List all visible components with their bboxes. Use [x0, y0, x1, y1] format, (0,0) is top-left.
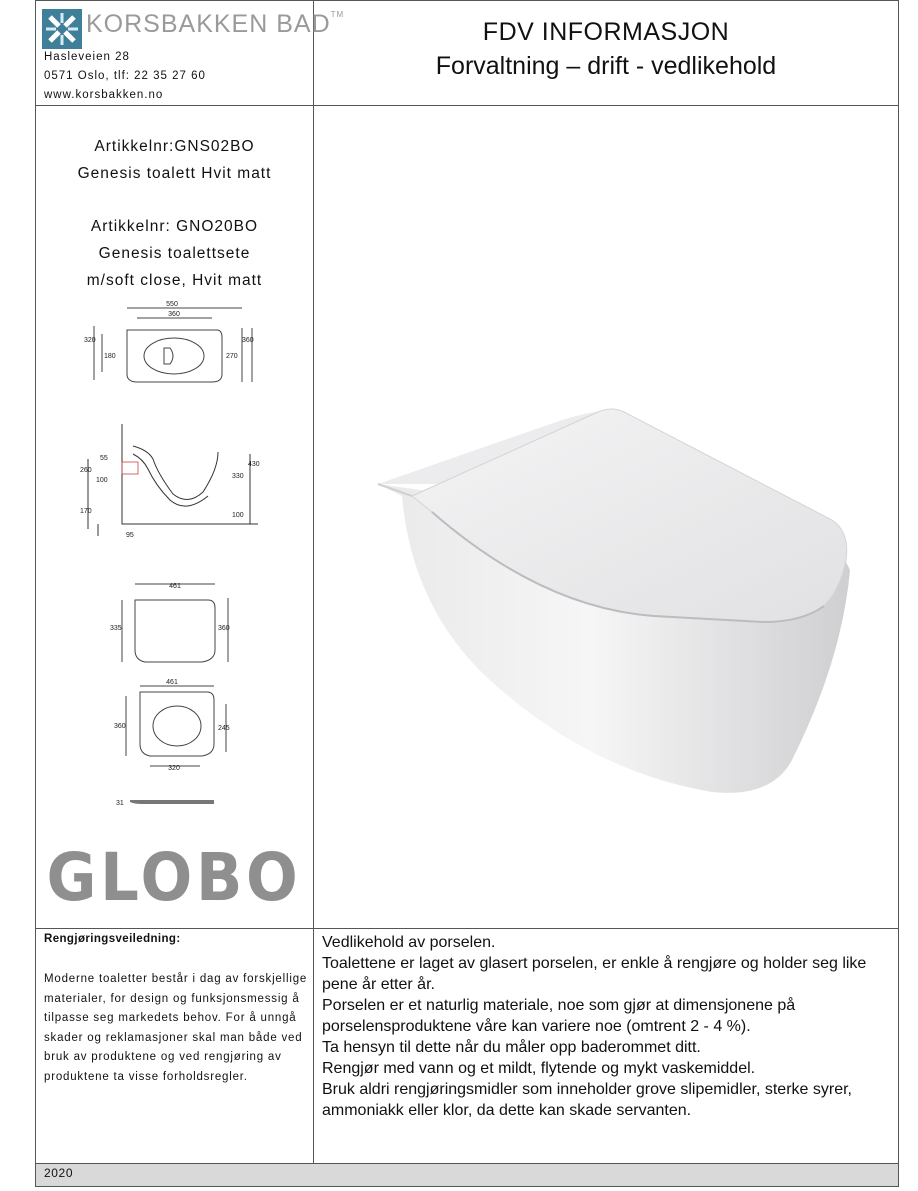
korsbakken-logo-icon [42, 9, 82, 49]
table-border [35, 0, 899, 1]
dim-right1: 360 [242, 337, 254, 344]
dim-seat-bottom: 320 [168, 765, 180, 772]
article-desc-seat-2: m/soft close, Hvit matt [86, 272, 263, 289]
header-divider [35, 105, 899, 106]
dim-d4: 170 [80, 508, 92, 515]
dim-d7: 100 [232, 512, 244, 519]
dim-inner: 360 [168, 311, 180, 318]
cleaning-guide-body: Moderne toaletter består i dag av forskjellige materialer, for design og funksjonsmessig å tilpasse seg markedets behov. For å unngå skader og reklamasjoner skal man både ved bruk av produktene og ved rengjøring av produktene ta visse forholdsregler. [44, 973, 308, 1083]
document-subtitle: Forvaltning – drift - vedlikehold [435, 52, 777, 80]
bottom-border [35, 1186, 899, 1187]
maintenance-paragraph: Toalettene er laget av glasert porselen, er enkle å rengjøre og holder seg like pene år etter år. [322, 955, 867, 993]
globo-wordmark: GLOBO [46, 839, 302, 908]
dim-lid-right: 360 [218, 625, 230, 632]
dim-seat-width: 461 [166, 679, 178, 686]
dim-d2: 260 [80, 467, 92, 474]
dim-thickness: 31 [116, 800, 124, 807]
maintenance-paragraph: Bruk aldri rengjøringsmidler som inneholder grove slipemidler, sterke syrer, ammoniakk eller klor, da dette kan skade servanten. [322, 1081, 852, 1119]
maintenance-paragraph: Rengjør med vann og et mildt, flytende og mykt vaskemiddel. [322, 1060, 756, 1077]
dim-seat-right: 245 [218, 725, 230, 732]
lid-view-drawing [110, 578, 240, 668]
maintenance-paragraph: Porselen er et naturlig materiale, noe som gjør at dimensjonene på porselensproduktene våre kan variere noe (omtrent 2 - 4 %). [322, 997, 796, 1035]
dim-left: 320 [84, 337, 96, 344]
maintenance-paragraph: Vedlikehold av porselen. [322, 934, 496, 951]
side-view-drawing [78, 424, 268, 544]
toilet-product-image [372, 400, 850, 800]
dim-lid-left: 335 [110, 625, 122, 632]
globo-brand-logo [42, 838, 307, 908]
address-city-phone: 0571 Oslo, tlf: 22 35 27 60 [44, 70, 206, 82]
maintenance-text [322, 932, 892, 1121]
website-link[interactable]: www.korsbakken.no [44, 89, 164, 101]
profile-view-drawing [116, 796, 220, 810]
article-desc-seat: Genesis toalettsete [98, 245, 251, 262]
dim-d3: 100 [96, 477, 108, 484]
dim-d5: 430 [248, 461, 260, 468]
address-street: Hasleveien 28 [44, 51, 130, 63]
dim-seat-left: 360 [114, 723, 126, 730]
cleaning-guide-title: Rengjøringsveiledning: [44, 933, 181, 945]
company-name: KORSBAKKEN BAD™ [86, 10, 345, 38]
footer-bar [36, 1164, 898, 1186]
content-divider [35, 928, 899, 929]
dim-overall: 550 [166, 301, 178, 308]
seat-view-drawing [112, 678, 242, 778]
dim-lid-width: 461 [169, 583, 181, 590]
maintenance-paragraph: Ta hensyn til dette når du måler opp baderommet ditt. [322, 1039, 701, 1056]
article-number-toilet: Artikkelnr:GNS02BO [94, 138, 255, 155]
dim-d8: 95 [126, 532, 134, 539]
article-number-seat: Artikkelnr: GNO20BO [90, 218, 259, 235]
document-title: FDV INFORMASJON [482, 18, 730, 46]
dim-right2: 270 [226, 353, 238, 360]
column-divider [313, 0, 314, 1186]
article-desc-toilet: Genesis toalett Hvit matt [77, 165, 272, 182]
footer-year: 2020 [44, 1166, 74, 1180]
dim-d6: 330 [232, 473, 244, 480]
top-view-drawing [82, 298, 262, 390]
dim-mid: 180 [104, 353, 116, 360]
dim-d1: 55 [100, 455, 108, 462]
